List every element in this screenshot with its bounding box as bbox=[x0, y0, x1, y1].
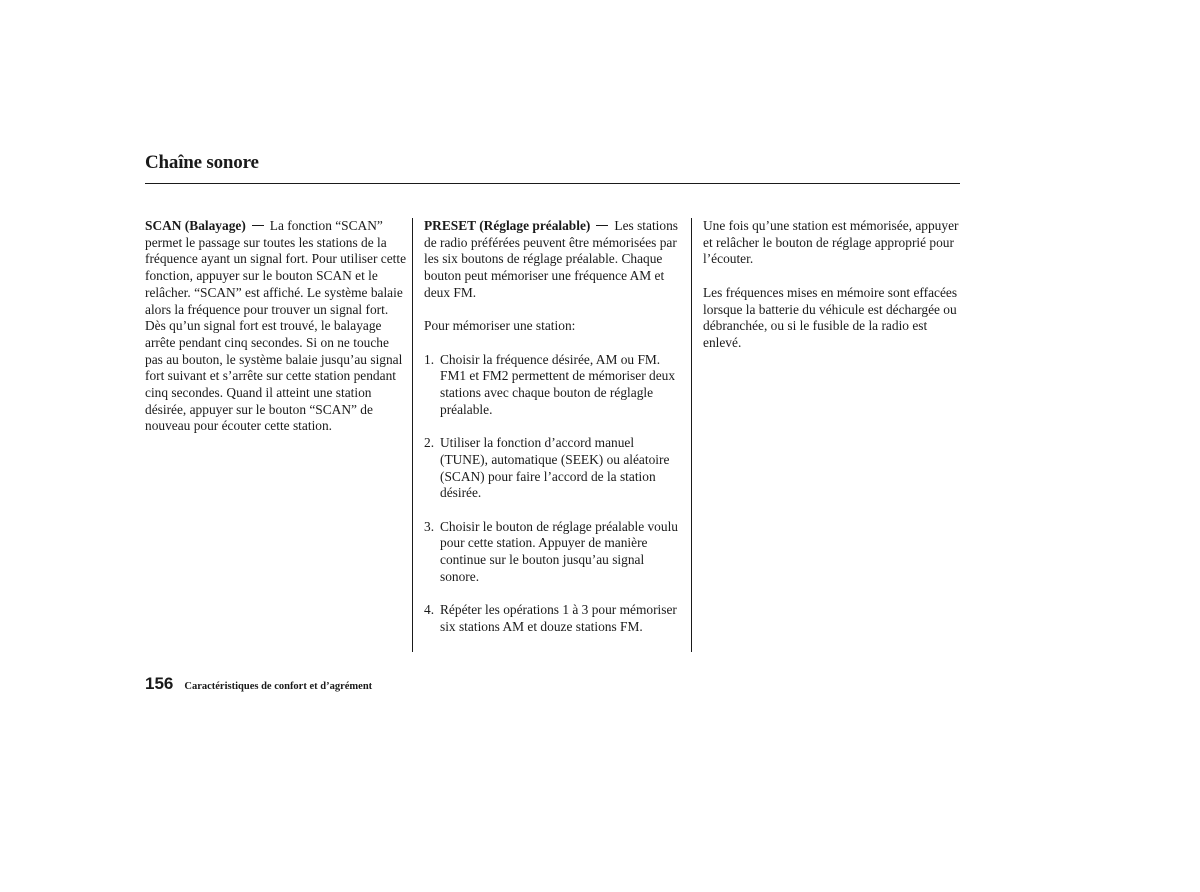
page-footer bbox=[145, 674, 372, 694]
preset-steps-list bbox=[424, 352, 680, 636]
step-number: 4. bbox=[424, 602, 435, 618]
preset-text: Les stations de radio préférées peuvent être mémorisées par les six boutons de réglage préalable. Chaque bouton peut mémoriser une fréquence AM et deux FM. bbox=[424, 218, 678, 300]
step-text: Répéter les opérations 1 à 3 pour mémoriser six stations AM et douze stations FM. bbox=[440, 602, 677, 634]
column-scan bbox=[145, 218, 407, 435]
column-memory-notes bbox=[703, 218, 963, 352]
page-title: Chaîne sonore bbox=[145, 152, 259, 173]
memory-paragraph-2: Les fréquences mises en mémoire sont effacées lorsque la batterie du véhicule est déchargée ou débranchée, ou si le fusible de la radio est enlevé. bbox=[703, 284, 958, 350]
title-divider bbox=[145, 183, 960, 184]
list-item bbox=[424, 352, 680, 419]
footer-section-label: Caractéristiques de confort et d’agrément bbox=[184, 681, 373, 692]
scan-paragraph bbox=[145, 218, 407, 435]
scan-heading: SCAN (Balayage) bbox=[145, 218, 246, 233]
step-number: 3. bbox=[424, 518, 435, 534]
memory-paragraph-1: Une fois qu’une station est mémorisée, appuyer et relâcher le bouton de réglage approprié pour l’écouter. bbox=[703, 218, 959, 267]
step-text: Choisir la fréquence désirée, AM ou FM. FM1 et FM2 permettent de mémoriser deux stations avec chaque bouton de réglagle préalable. bbox=[440, 351, 676, 417]
em-dash bbox=[596, 225, 608, 226]
step-text: Utiliser la fonction d’accord manuel (TUNE), automatique (SEEK) ou aléatoire (SCAN) pour faire l’accord de la station désirée. bbox=[440, 435, 670, 501]
step-number: 2. bbox=[424, 435, 435, 451]
scan-text: La fonction “SCAN” permet le passage sur toutes les stations de la fréquence ayant un signal fort. Pour utiliser cette fonction, appuyer sur le bouton SCAN et le relâcher. “SCAN” est affiché. Le système balaie alors la fréquence pour trouver un signal fort. Dès qu’un signal fort est trouvé, le balayage arrête pendant cinq secondes. Si on ne touche pas au bouton, le système balaie jusqu’au signal fort suivant et s’arrête sur cette station pendant cinq secondes. Quand il atteint une station désirée, appuyer sur le bouton “SCAN” de nouveau pour écouter cette station. bbox=[145, 218, 407, 434]
page-number: 156 bbox=[145, 674, 174, 693]
list-item bbox=[424, 435, 680, 502]
preset-paragraph bbox=[424, 218, 680, 302]
preset-heading: PRESET (Réglage préalable) bbox=[424, 218, 591, 233]
list-item bbox=[424, 602, 680, 635]
column-divider-1 bbox=[412, 218, 413, 652]
em-dash bbox=[252, 225, 264, 226]
step-number: 1. bbox=[424, 351, 435, 367]
preset-intro: Pour mémoriser une station: bbox=[424, 318, 576, 334]
column-divider-2 bbox=[691, 218, 692, 652]
column-preset bbox=[424, 218, 680, 636]
list-item bbox=[424, 519, 680, 586]
step-text: Choisir le bouton de réglage préalable voulu pour cette station. Appuyer de manière continue sur le bouton jusqu’au signal sonore. bbox=[440, 518, 678, 584]
